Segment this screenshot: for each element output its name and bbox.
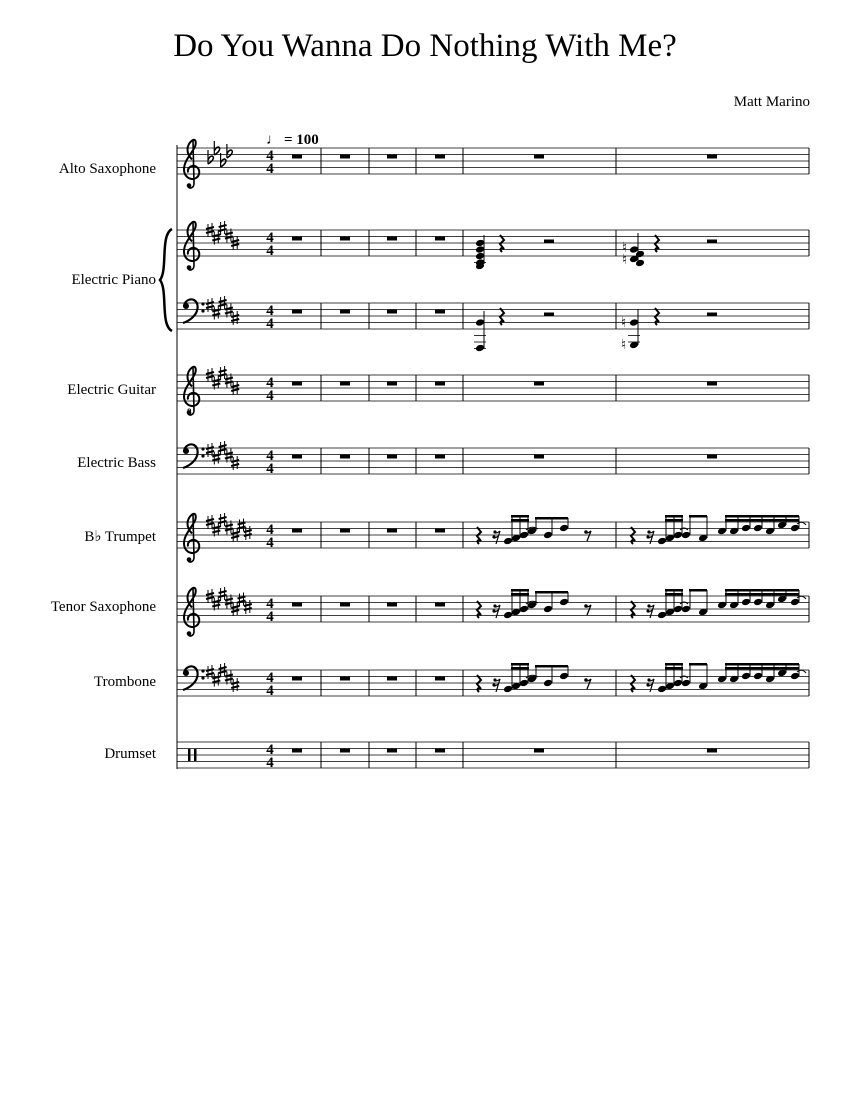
note-head: [673, 605, 683, 614]
whole-rest: [435, 310, 445, 314]
sixteenth-rest: [646, 530, 654, 544]
instrument-label-alto-sax: Alto Saxophone: [58, 161, 156, 177]
whole-rest: [387, 237, 397, 241]
staff-7: [177, 663, 809, 699]
svg-text:4: 4: [266, 375, 274, 391]
svg-text:8: 8: [187, 407, 192, 417]
half-rest: [544, 313, 554, 317]
sixteenth-rest: [646, 604, 654, 618]
sharp-icon: [225, 304, 233, 318]
whole-rest: [435, 455, 445, 459]
score-title: Do You Wanna Do Nothing With Me?: [173, 28, 677, 64]
sixteenth-rest: [492, 604, 500, 618]
note-head: [741, 672, 751, 681]
whole-rest: [435, 237, 445, 241]
sharp-icon: [225, 374, 233, 388]
svg-text:4: 4: [266, 535, 274, 551]
sharp-icon: [225, 229, 233, 243]
whole-rest: [340, 382, 350, 386]
melody-staff-7: [477, 663, 806, 693]
svg-text:4: 4: [266, 243, 274, 259]
flat-icon: [227, 144, 232, 158]
sharp-icon: [212, 376, 220, 390]
whole-rest: [292, 749, 302, 753]
whole-rest: [340, 455, 350, 459]
whole-rest: [340, 603, 350, 607]
sharp-icon: [225, 595, 233, 609]
note-head: [657, 611, 667, 620]
note-head: [741, 598, 751, 607]
note-head: [765, 675, 775, 684]
whole-rest: [387, 310, 397, 314]
piano-lh-measure-5: [474, 308, 554, 352]
sharp-icon: [212, 673, 220, 687]
instrument-label-trumpet: B♭ Trumpet: [84, 529, 156, 545]
note-head: [657, 685, 667, 694]
melody-staff-6: [477, 589, 806, 619]
svg-text:4: 4: [266, 230, 274, 246]
svg-text:4: 4: [266, 448, 274, 464]
whole-rest: [435, 749, 445, 753]
note-head: [559, 598, 569, 607]
piano-rh-measure-5: [474, 235, 554, 270]
sharp-icon: [212, 231, 220, 245]
note-head: [475, 252, 485, 261]
whole-rest: [292, 237, 302, 241]
note-head: [657, 537, 667, 546]
composer-name: Matt Marino: [733, 94, 810, 110]
svg-text:♮: ♮: [621, 338, 627, 353]
note-head: [503, 611, 513, 620]
note-head: [741, 524, 751, 533]
piano-rh-measure-6: [622, 233, 717, 268]
whole-rest: [435, 677, 445, 681]
note-head: [790, 524, 800, 533]
sharp-icon: [238, 519, 246, 533]
staff-4: [177, 441, 809, 477]
whole-rest: [340, 529, 350, 533]
tempo-mark: ♩ = 100: [266, 132, 319, 148]
whole-rest: [292, 603, 302, 607]
note-head: [475, 239, 485, 248]
percussion-clef-icon: [188, 749, 191, 761]
instrument-label-tenor-sax: Tenor Saxophone: [50, 599, 156, 615]
whole-rest: [292, 677, 302, 681]
whole-rest: [340, 237, 350, 241]
svg-text:4: 4: [266, 461, 274, 477]
whole-rest: [292, 310, 302, 314]
svg-text:4: 4: [266, 670, 274, 686]
staff-3: [177, 366, 809, 417]
staff-8: [177, 742, 809, 771]
note-head: [543, 531, 553, 540]
flat-icon: [208, 150, 213, 164]
sharp-icon: [219, 366, 227, 380]
whole-rest: [534, 455, 544, 459]
sharp-icon: [206, 665, 214, 679]
note-head: [729, 527, 739, 536]
whole-rest: [707, 382, 717, 386]
svg-text:♮: ♮: [622, 241, 628, 256]
whole-rest: [435, 603, 445, 607]
sharp-icon: [212, 306, 220, 320]
instrument-label-trombone: Trombone: [94, 674, 156, 690]
treble-clef-icon: [184, 222, 199, 270]
whole-rest: [292, 155, 302, 159]
note-head: [475, 344, 485, 353]
note-head: [673, 531, 683, 540]
svg-text:4: 4: [266, 755, 274, 771]
eighth-rest: [584, 604, 591, 615]
whole-rest: [707, 749, 717, 753]
sharp-icon: [238, 593, 246, 607]
sharp-icon: [212, 597, 220, 611]
whole-rest: [534, 155, 544, 159]
whole-rest: [292, 455, 302, 459]
whole-rest: [387, 677, 397, 681]
whole-rest: [340, 677, 350, 681]
note-head: [729, 601, 739, 610]
instrument-label-electric-piano: Electric Piano: [71, 272, 156, 288]
note-head: [503, 685, 513, 694]
note-head: [673, 679, 683, 688]
svg-text:4: 4: [266, 161, 274, 177]
note-head: [681, 605, 691, 614]
note-head: [503, 537, 513, 546]
whole-rest: [340, 155, 350, 159]
whole-rest: [387, 529, 397, 533]
svg-text:4: 4: [266, 609, 274, 625]
note-head: [543, 605, 553, 614]
half-rest: [707, 313, 717, 317]
svg-text:♮: ♮: [622, 253, 628, 268]
sixteenth-rest: [492, 678, 500, 692]
note-head: [629, 318, 639, 327]
svg-text:4: 4: [266, 388, 274, 404]
staff-1: [177, 221, 809, 270]
whole-rest: [707, 155, 717, 159]
piano-lh-measure-6: [621, 308, 717, 353]
note-head: [753, 598, 763, 607]
note-head: [717, 675, 727, 684]
whole-rest: [534, 382, 544, 386]
note-head: [753, 672, 763, 681]
sharp-icon: [225, 449, 233, 463]
whole-rest: [340, 749, 350, 753]
half-rest: [707, 240, 717, 244]
whole-rest: [435, 529, 445, 533]
note-head: [765, 601, 775, 610]
treble-clef-icon: [184, 514, 199, 562]
svg-text:4: 4: [266, 316, 274, 332]
whole-rest: [435, 382, 445, 386]
whole-rest: [387, 603, 397, 607]
sharp-icon: [212, 523, 220, 537]
sharp-icon: [225, 671, 233, 685]
flat-icon: [221, 153, 226, 167]
svg-text:4: 4: [266, 303, 274, 319]
note-head: [519, 679, 529, 688]
treble-clef-icon: [184, 140, 199, 188]
note-head: [475, 318, 485, 327]
eighth-rest: [584, 530, 591, 541]
half-rest: [544, 240, 554, 244]
sharp-icon: [219, 221, 227, 235]
note-head: [717, 601, 727, 610]
sharp-icon: [212, 451, 220, 465]
instrument-label-electric-bass: Electric Bass: [77, 455, 156, 471]
note-head: [753, 524, 763, 533]
note-head: [519, 605, 529, 614]
whole-rest: [707, 455, 717, 459]
whole-rest: [340, 310, 350, 314]
note-head: [475, 245, 485, 254]
instrument-label-drumset: Drumset: [104, 746, 156, 762]
svg-text:♮: ♮: [621, 316, 627, 331]
note-head: [681, 679, 691, 688]
whole-rest: [387, 155, 397, 159]
whole-rest: [292, 529, 302, 533]
svg-text:4: 4: [266, 148, 274, 164]
treble-clef-icon: [184, 588, 199, 636]
note-head: [790, 672, 800, 681]
whole-rest: [534, 749, 544, 753]
whole-rest: [387, 455, 397, 459]
note-head: [543, 679, 553, 688]
note-head: [790, 598, 800, 607]
svg-text:4: 4: [266, 742, 274, 758]
whole-rest: [387, 749, 397, 753]
sharp-icon: [231, 678, 239, 692]
whole-rest: [292, 382, 302, 386]
svg-text:4: 4: [266, 683, 274, 699]
whole-rest: [435, 155, 445, 159]
note-head: [559, 672, 569, 681]
sharp-icon: [225, 521, 233, 535]
sixteenth-rest: [646, 678, 654, 692]
note-head: [519, 531, 529, 540]
eighth-rest: [584, 678, 591, 689]
svg-text:4: 4: [266, 522, 274, 538]
instrument-label-electric-guitar: Electric Guitar: [67, 382, 156, 398]
note-head: [717, 527, 727, 536]
svg-text:4: 4: [266, 596, 274, 612]
note-head: [681, 531, 691, 540]
note-head: [729, 675, 739, 684]
note-head: [559, 524, 569, 533]
sharp-icon: [219, 587, 227, 601]
note-head: [765, 527, 775, 536]
sharp-icon: [219, 513, 227, 527]
sixteenth-rest: [492, 530, 500, 544]
whole-rest: [387, 382, 397, 386]
melody-staff-5: [477, 515, 806, 545]
